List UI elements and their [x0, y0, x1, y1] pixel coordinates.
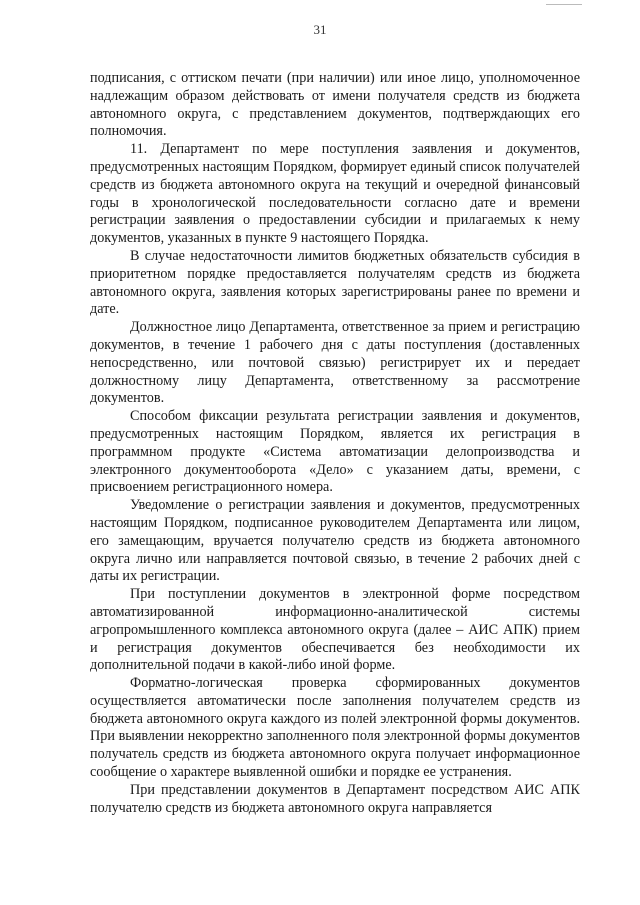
paragraph-ais-apk: При представлении документов в Департамент посредством АИС АПК получателю средств из бюджета автономного округа направляется — [90, 781, 580, 816]
paragraph-continuation: подписания, с оттиском печати (при наличии) или иное лицо, уполномоченное надлежащим образом действовать от имени получателя средств из бюджета автономного округа, с представлением документов, подтверждающих его полномочия. — [90, 70, 580, 140]
paragraph-electronic-submission: При поступлении документов в электронной форме посредством автоматизированной информационно-аналитической системы агропромышленного комплекса автономного округа (далее – АИС АПК) прием и регистрация документов обеспечивается без необходимости их дополнительной подачи в какой-либо иной форме. — [90, 586, 580, 674]
scan-artifact — [546, 0, 582, 5]
paragraph-item-11: 11. Департамент по мере поступления заявления и документов, предусмотренных настоящим Порядком, формирует единый список получателей средств из бюджета автономного округа на текущий и очередной финансовый годы в хронологической последовательности согласно дате и времени регистрации заявления о предоставлении субсидии и прилагаемых к нему документов, указанных в пункте 9 настоящего Порядка. — [90, 141, 580, 247]
page-number: 31 — [313, 22, 327, 37]
paragraph-limits: В случае недостаточности лимитов бюджетных обязательств субсидия в приоритетном порядке предоставляется получателям средств из бюджета автономного округа, заявления которых зарегистрированы ранее по времени и дате. — [90, 247, 580, 318]
paragraph-format-check: Форматно-логическая проверка сформированных документов осуществляется автоматически после заполнения получателем средств из бюджета автономного округа каждого из полей электронной формы документов. При выявлении некорректно заполненного поля электронной формы документов получатель средств из бюджета автономного округа получает информационное сообщение о характере выявленной ошибки и порядке ее устранения. — [90, 675, 580, 781]
paragraph-notification: Уведомление о регистрации заявления и документов, предусмотренных настоящим Порядком, подписанное руководителем Департамента или лицом, его замещающим, вручается получателю средств из бюджета автономного округа лично или направляется почтовой связью, в течение 2 рабочих дней с даты их регистрации. — [90, 497, 580, 585]
paragraph-registration-method: Способом фиксации результата регистрации заявления и документов, предусмотренных настоящим Порядком, является их регистрация в программном продукте «Система автоматизации делопроизводства и электронного документооборота «Дело» с указанием даты, времени, с присвоением регистрационного номера. — [90, 408, 580, 496]
paragraph-official: Должностное лицо Департамента, ответственное за прием и регистрацию документов, в течение 1 рабочего дня с даты поступления (доставленных непосредственно, или почтовой связью) регистрирует их и передает должностному лицу Департамента, ответственному за рассмотрение документов. — [90, 319, 580, 407]
document-body — [90, 70, 580, 817]
